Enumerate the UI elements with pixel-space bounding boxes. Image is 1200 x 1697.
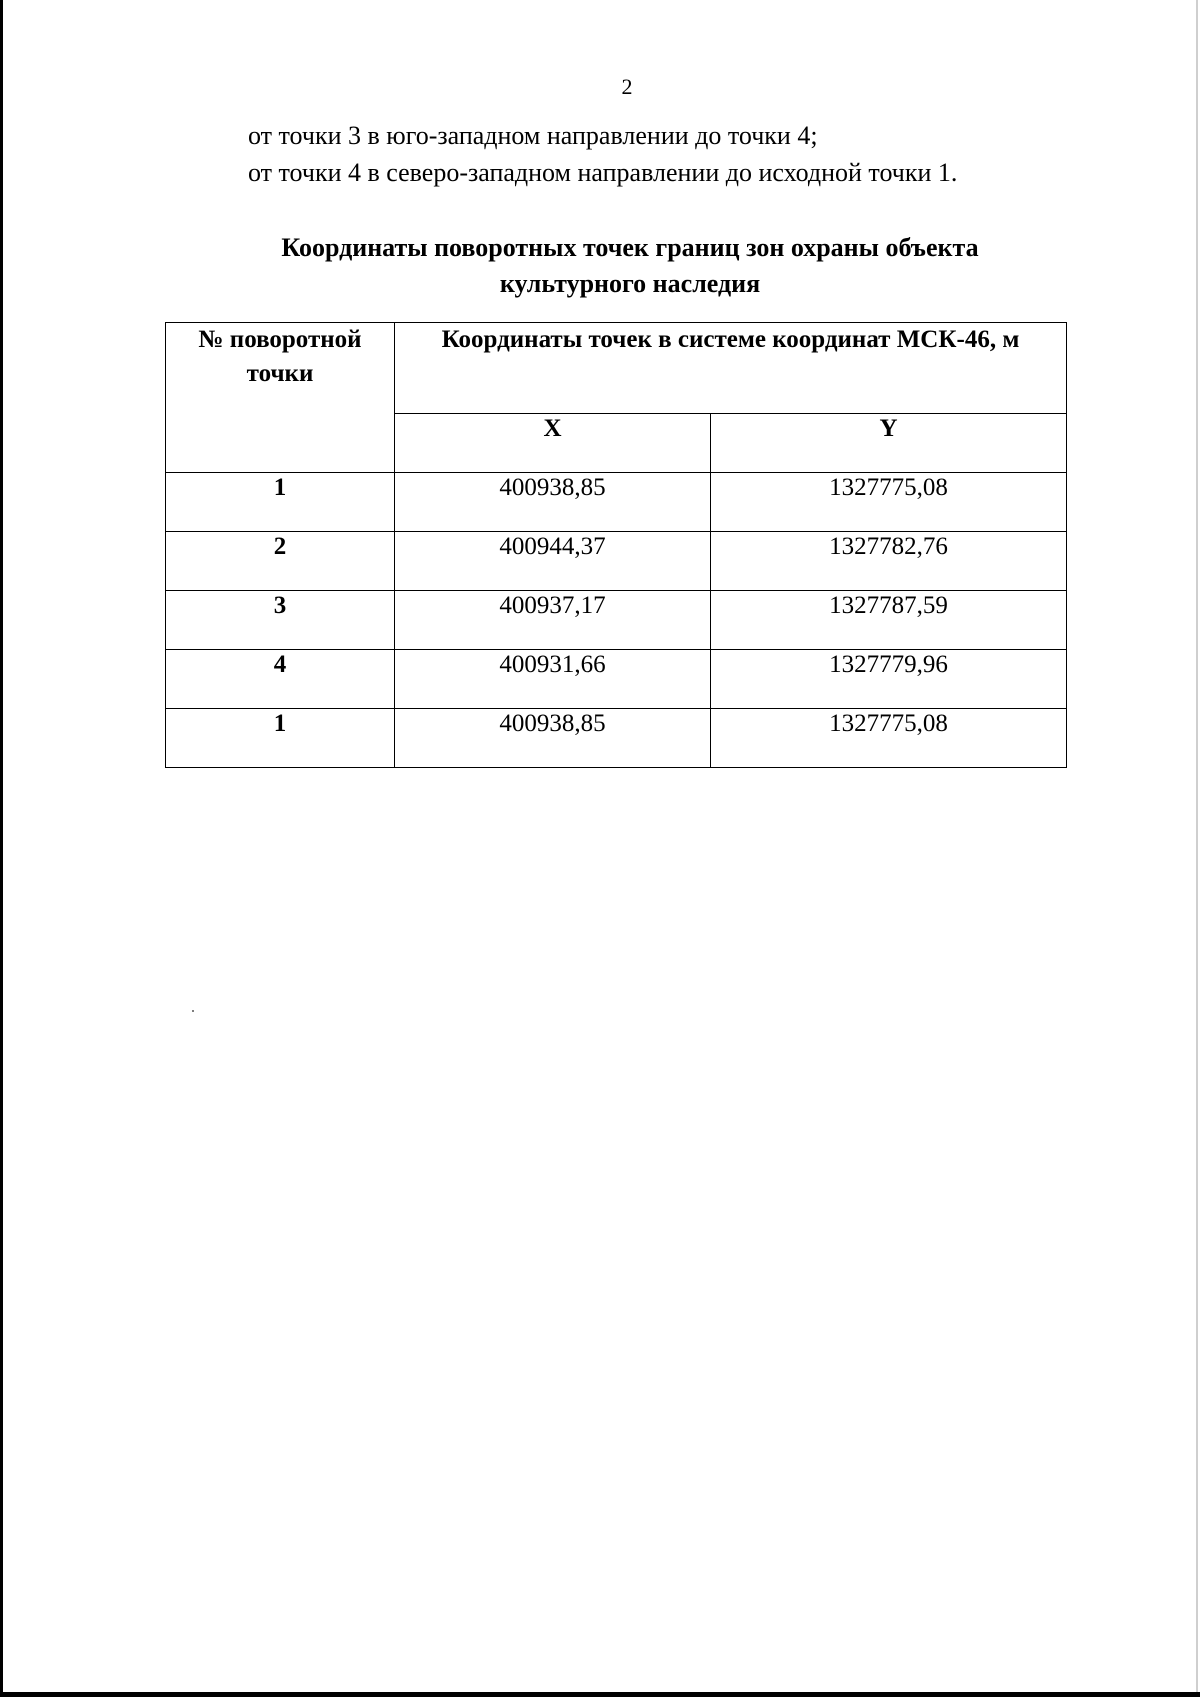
header-coordinates: Координаты точек в системе координат МСК-46, м — [395, 323, 1067, 414]
cell-y: 1327787,59 — [711, 591, 1067, 650]
table-title-line-2: культурного наследия — [499, 269, 761, 298]
cell-y: 1327775,08 — [711, 473, 1067, 532]
cell-point: 2 — [166, 532, 395, 591]
cell-y: 1327782,76 — [711, 532, 1067, 591]
cell-y: 1327775,08 — [711, 709, 1067, 768]
table-header-row — [166, 323, 1067, 414]
cell-point: 3 — [166, 591, 395, 650]
table-row — [166, 650, 1067, 709]
cell-point: 4 — [166, 650, 395, 709]
body-text-line-2: от точки 4 в северо-западном направлении до исходной точки 1. — [248, 158, 958, 187]
table-title — [230, 230, 1030, 302]
cell-point: 1 — [166, 473, 395, 532]
header-point-number: № поворотной точки — [166, 323, 395, 473]
page-number: 2 — [621, 74, 633, 99]
cell-x: 400938,85 — [395, 473, 711, 532]
cell-x: 400931,66 — [395, 650, 711, 709]
cell-x: 400937,17 — [395, 591, 711, 650]
cell-y: 1327779,96 — [711, 650, 1067, 709]
table-row — [166, 532, 1067, 591]
coordinates-table — [165, 322, 1067, 768]
table-title-line-1: Координаты поворотных точек границ зон охраны объекта — [281, 233, 979, 262]
cell-x: 400944,37 — [395, 532, 711, 591]
table-row — [166, 709, 1067, 768]
scan-border-right — [1196, 0, 1198, 1697]
body-text-line-1: от точки 3 в юго-западном направлении до точки 4; — [248, 121, 818, 150]
cell-x: 400938,85 — [395, 709, 711, 768]
scan-border-bottom — [0, 1692, 1200, 1697]
scan-border-left — [0, 0, 3, 1697]
cell-point: 1 — [166, 709, 395, 768]
table-row — [166, 591, 1067, 650]
header-x: X — [395, 414, 711, 473]
table-row — [166, 473, 1067, 532]
header-y: Y — [711, 414, 1067, 473]
scan-speck — [192, 1010, 194, 1012]
